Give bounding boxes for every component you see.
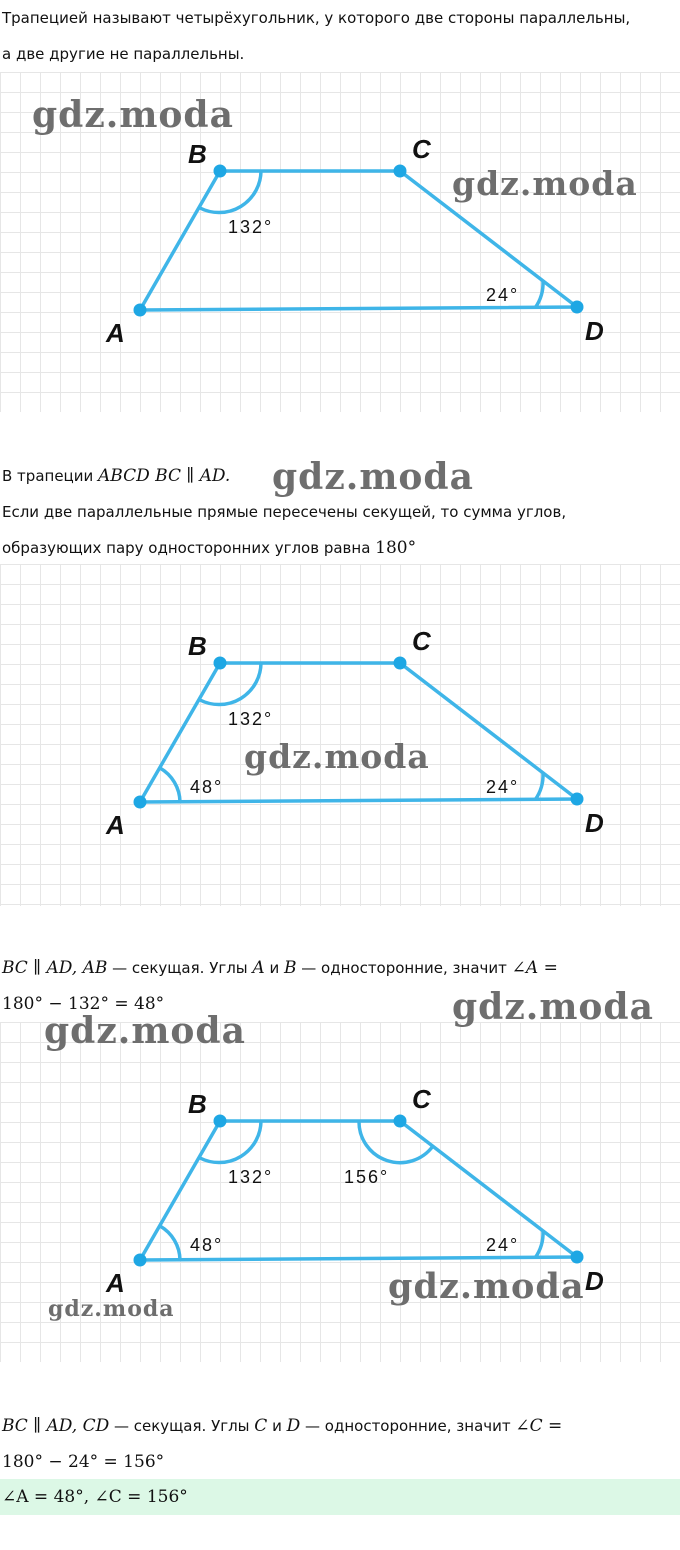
step1-line-1	[2, 466, 230, 486]
step2-text-3: — односторонние, значит	[296, 959, 512, 977]
step3-formula-1: BC ∥ AD, CD	[2, 1416, 110, 1436]
step2-formula-1: BC ∥ AD, AB	[2, 958, 108, 978]
vertex-label-d: D	[585, 1266, 604, 1296]
step1-line-3	[2, 538, 416, 558]
step2-line-2: 180° − 132° = 48°	[2, 994, 165, 1014]
watermark: gdz.moda	[272, 456, 474, 498]
watermark: gdz.moda	[48, 1296, 175, 1322]
angle-b-label: 132°	[228, 1167, 274, 1187]
step1-formula: ABCD BC ∥ AD.	[98, 466, 231, 486]
angle-d-label: 24°	[486, 285, 520, 305]
vertex-label-c: C	[412, 626, 431, 656]
watermark: gdz.moda	[44, 1010, 246, 1052]
vertex-label-d: D	[585, 316, 604, 346]
watermark: gdz.moda	[452, 164, 638, 203]
figure-2-trapezoid	[0, 564, 680, 906]
step3-line-2: 180° − 24° = 156°	[2, 1452, 165, 1472]
step2-text-1: — секущая. Углы	[107, 959, 253, 977]
step3-text-2: и	[267, 1417, 287, 1435]
step2-line-1	[2, 958, 558, 978]
vertex-label-a: A	[106, 1268, 125, 1298]
vertex-label-c: C	[412, 1084, 431, 1114]
watermark: gdz.moda	[244, 737, 430, 776]
step3-formula-4: ∠C =	[515, 1416, 563, 1436]
step3-line-1	[2, 1416, 562, 1436]
step1-line3-formula: 180°	[375, 538, 417, 558]
angle-c-label: 156°	[344, 1167, 390, 1187]
angle-a-label: 48°	[190, 777, 224, 797]
watermark: gdz.moda	[32, 94, 234, 136]
step3-formula-3: D	[286, 1416, 301, 1436]
intro-line-2: а две другие не параллельны.	[2, 45, 245, 63]
watermark: gdz.moda	[452, 986, 654, 1028]
answer-box	[0, 1479, 680, 1515]
vertex-label-b: B	[188, 631, 207, 661]
angle-d-label: 24°	[486, 1235, 520, 1255]
vertex-label-a: A	[106, 810, 125, 840]
angle-a-label: 48°	[190, 1235, 224, 1255]
angle-b-label: 132°	[228, 217, 274, 237]
step3-formula-2: C	[254, 1416, 268, 1436]
step1-prefix: В трапеции	[2, 467, 99, 485]
vertex-label-b: B	[188, 139, 207, 169]
angle-d-label: 24°	[486, 777, 520, 797]
vertex-label-a: A	[106, 318, 125, 348]
watermark: gdz.moda	[388, 1266, 585, 1307]
step3-text-1: — секущая. Углы	[109, 1417, 255, 1435]
vertex-label-d: D	[585, 808, 604, 838]
intro-line-1: Трапецией называют четырёхугольник, у которого две стороны параллельны,	[2, 9, 631, 27]
step2-formula-4: ∠A =	[511, 958, 558, 978]
step2-formula-2: A	[252, 958, 265, 978]
step1-line-2: Если две параллельные прямые пересечены секущей, то сумма углов,	[2, 503, 567, 521]
step2-text-2: и	[264, 959, 284, 977]
answer-text: ∠A = 48°, ∠C = 156°	[2, 1487, 188, 1507]
step2-formula-3: B	[284, 958, 297, 978]
step1-line3-text: образующих пару односторонних углов равна	[2, 539, 376, 557]
step3-text-3: — односторонние, значит	[300, 1417, 516, 1435]
vertex-label-c: C	[412, 134, 431, 164]
angle-b-label: 132°	[228, 709, 274, 729]
vertex-label-b: B	[188, 1089, 207, 1119]
